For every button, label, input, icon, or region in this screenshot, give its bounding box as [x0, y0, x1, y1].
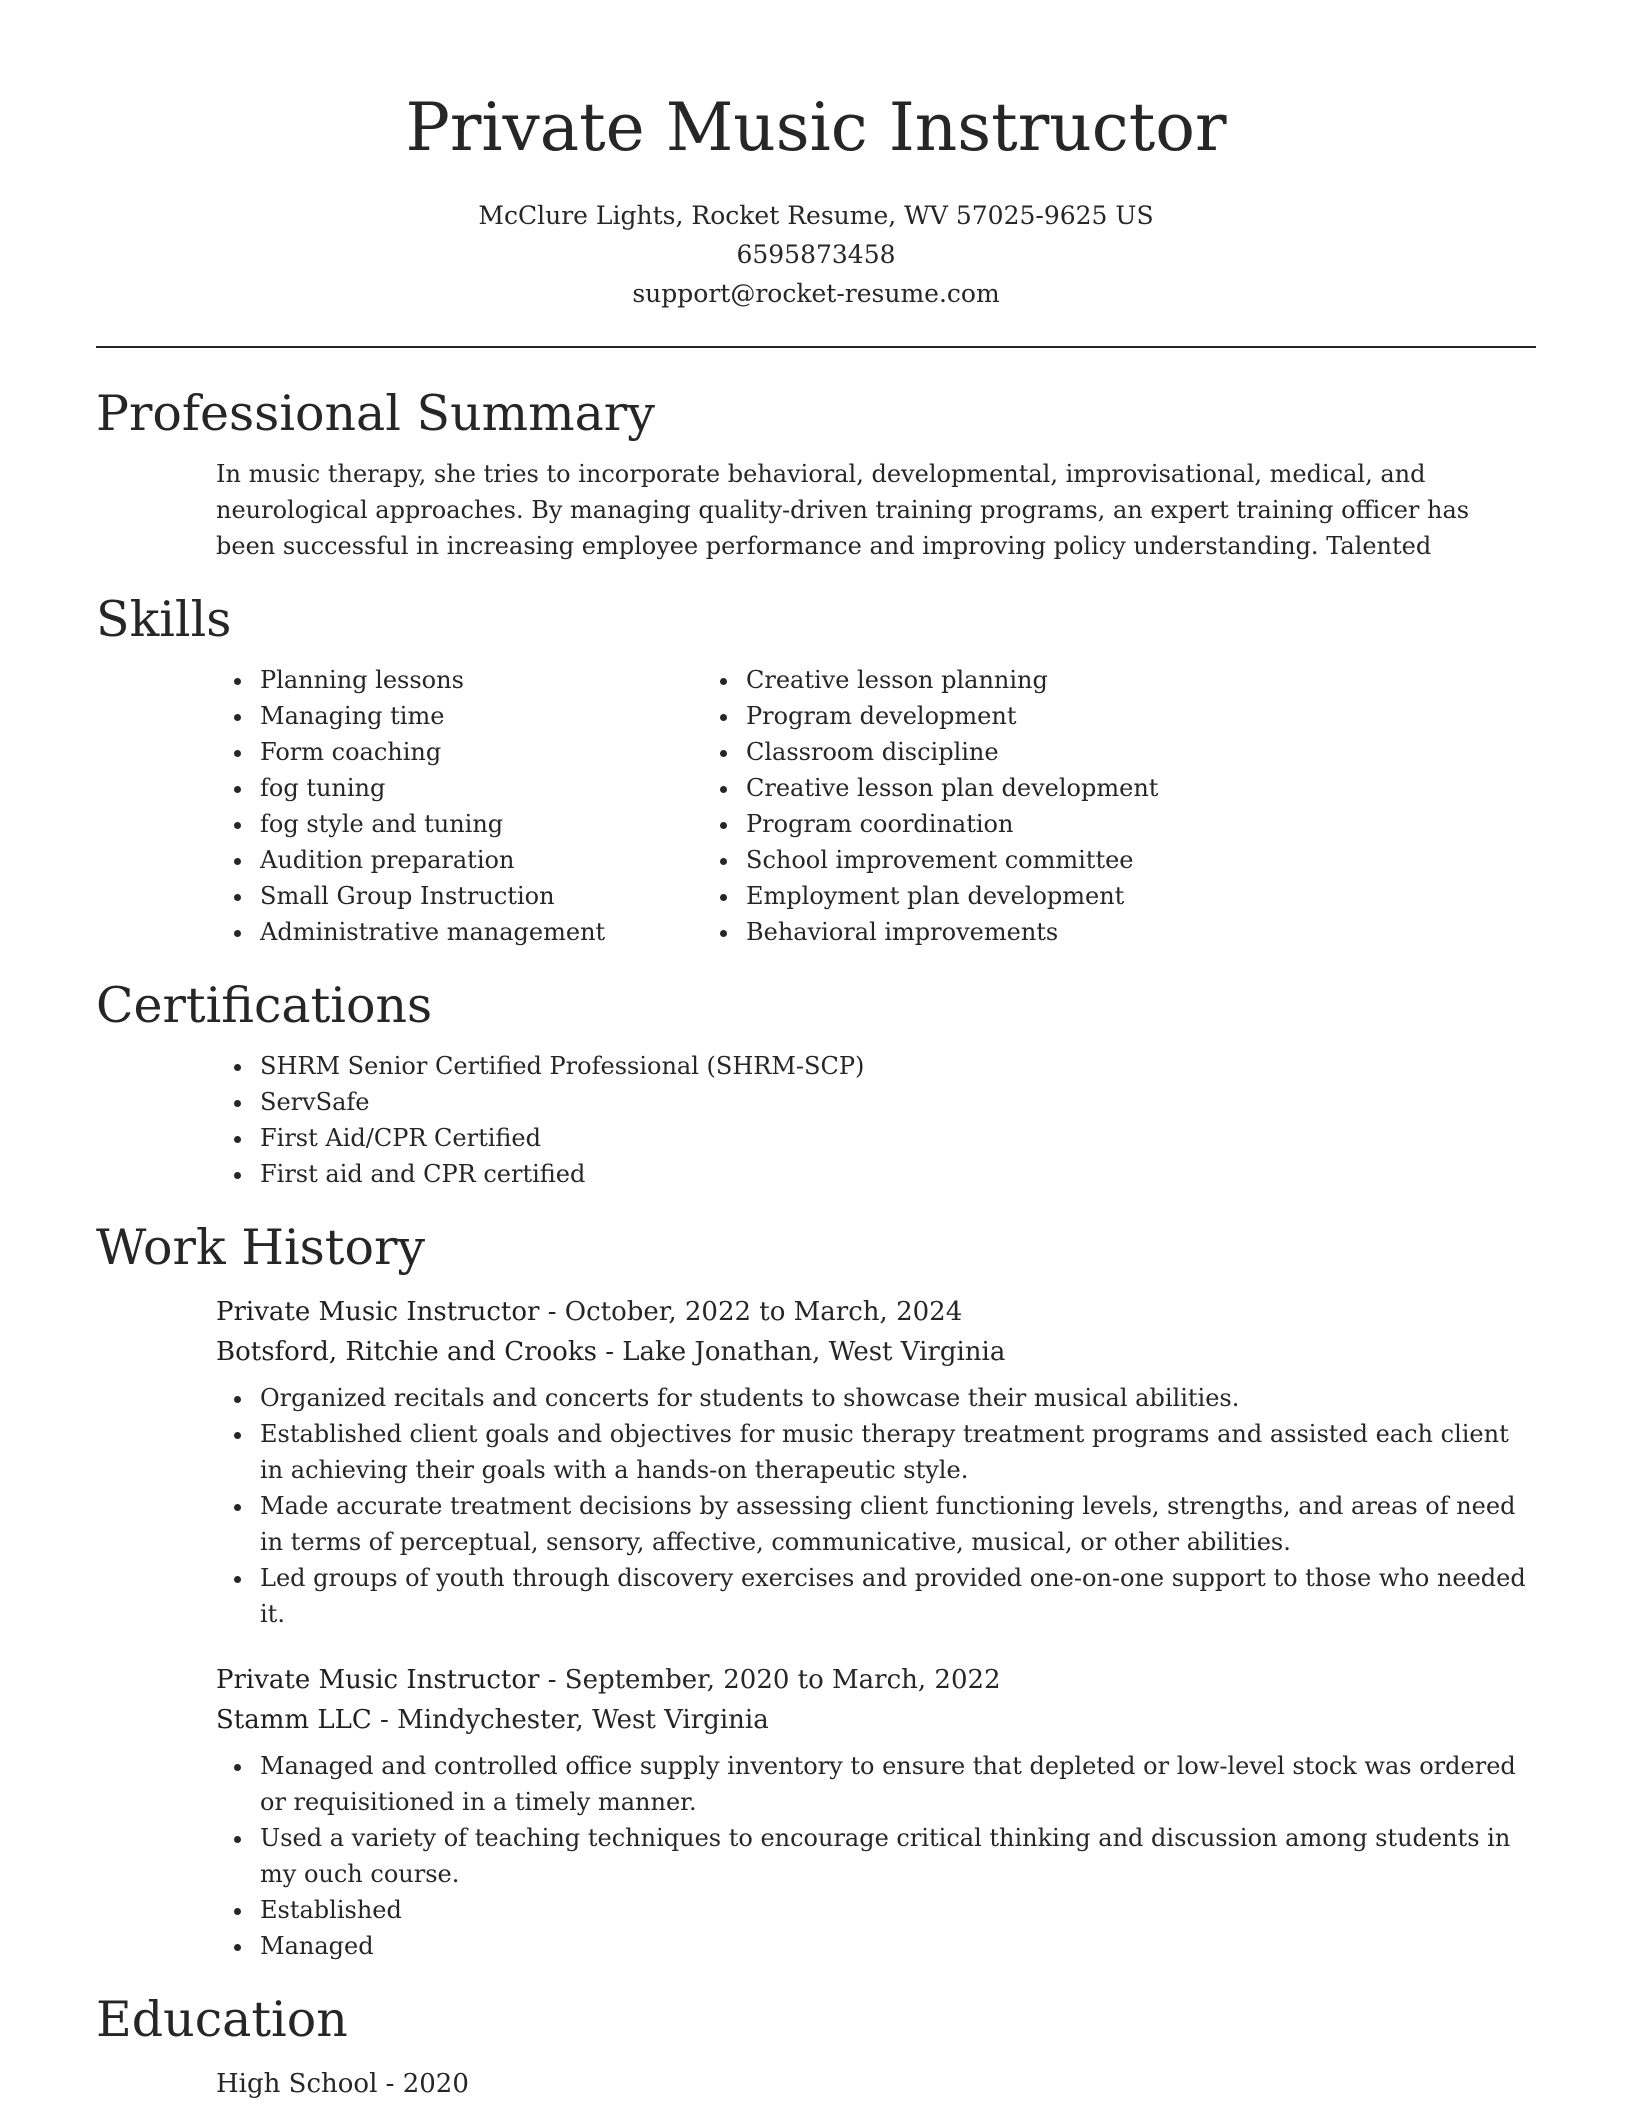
list-item: Planning lessons	[260, 662, 746, 698]
list-item: Managed	[260, 1928, 1536, 1964]
list-item: fog tuning	[260, 770, 746, 806]
list-item: First aid and CPR certified	[260, 1156, 1536, 1192]
certifications-section	[96, 976, 1536, 1192]
job-dates: - September, 2020 to March, 2022	[539, 1665, 1001, 1695]
job-dates: - October, 2022 to March, 2024	[539, 1297, 963, 1327]
list-item: Led groups of youth through discovery exercises and provided one-on-one support to those who needed it.	[260, 1560, 1536, 1632]
list-item: Used a variety of teaching techniques to encourage critical thinking and discussion among students in my ouch course.	[260, 1820, 1536, 1892]
list-item: First Aid/CPR Certified	[260, 1120, 1536, 1156]
list-item: Form coaching	[260, 734, 746, 770]
list-item: Classroom discipline	[746, 734, 1536, 770]
job-bullets	[96, 1380, 1536, 1632]
list-item: Behavioral improvements	[746, 914, 1536, 950]
list-item: Audition preparation	[260, 842, 746, 878]
address: McClure Lights, Rocket Resume, WV 57025-9625 US	[478, 201, 1154, 230]
email: support@rocket-resume.com	[632, 279, 1000, 308]
certifications-list	[96, 1048, 1536, 1192]
skills-section	[96, 590, 1536, 950]
summary-text: In music therapy, she tries to incorporate behavioral, developmental, improvisational, medical, and neurological approaches. By managing quality-driven training programs, an expert training officer has been successful in increasing employee performance and improving policy understanding. Talented	[216, 460, 1470, 560]
work-history-section	[96, 1218, 1536, 1964]
list-item: ServSafe	[260, 1084, 1536, 1120]
list-item: Creative lesson plan development	[746, 770, 1536, 806]
section-title-work-history: Work History	[96, 1219, 426, 1276]
contact-info	[96, 196, 1536, 313]
list-item: Administrative management	[260, 914, 746, 950]
list-item: Established	[260, 1892, 1536, 1928]
summary-section	[96, 384, 1536, 564]
job-role-line	[96, 1660, 1536, 1700]
phone: 6595873458	[736, 240, 896, 269]
list-item: Established client goals and objectives for music therapy treatment programs and assisted each client in achieving their goals with a hands-on therapeutic style.	[260, 1416, 1536, 1488]
section-title-summary: Professional Summary	[96, 385, 655, 442]
resume-header	[96, 0, 1536, 313]
list-item: Program coordination	[746, 806, 1536, 842]
job-company: Botsford, Ritchie and Crooks	[216, 1337, 597, 1367]
list-item: Managing time	[260, 698, 746, 734]
section-title-skills: Skills	[96, 591, 232, 648]
job-role: Private Music Instructor	[216, 1297, 540, 1327]
education-section	[96, 1990, 1536, 2104]
list-item: Managed and controlled office supply inventory to ensure that depleted or low-level stock was ordered or requisitioned in a timely manner.	[260, 1748, 1536, 1820]
job-company: Stamm LLC	[216, 1705, 372, 1735]
job-entry	[96, 1660, 1536, 1964]
skills-grid	[96, 662, 1536, 950]
job-entry	[96, 1292, 1536, 1632]
candidate-name: Private Music Instructor	[405, 89, 1227, 166]
list-item: Small Group Instruction	[260, 878, 746, 914]
skills-column-2	[746, 662, 1536, 950]
list-item: Made accurate treatment decisions by assessing client functioning levels, strengths, and areas of need in terms of perceptual, sensory, affective, communicative, musical, or other abilities.	[260, 1488, 1536, 1560]
skills-column-1	[96, 662, 746, 950]
job-bullets	[96, 1748, 1536, 1964]
resume-page	[96, 0, 1536, 2104]
header-divider	[96, 346, 1536, 348]
job-company-line	[96, 1332, 1536, 1372]
list-item: SHRM Senior Certified Professional (SHRM-SCP)	[260, 1048, 1536, 1084]
job-role-line	[96, 1292, 1536, 1332]
list-item: Program development	[746, 698, 1536, 734]
list-item: Employment plan development	[746, 878, 1536, 914]
job-location: - Mindychester, West Virginia	[371, 1705, 769, 1735]
section-title-education: Education	[96, 1991, 348, 2048]
list-item: Creative lesson planning	[746, 662, 1536, 698]
job-location: - Lake Jonathan, West Virginia	[596, 1337, 1006, 1367]
section-title-certifications: Certifications	[96, 977, 433, 1034]
list-item: School improvement committee	[746, 842, 1536, 878]
job-company-line	[96, 1700, 1536, 1740]
education-entry: High School - 2020	[216, 2069, 469, 2099]
list-item: Organized recitals and concerts for students to showcase their musical abilities.	[260, 1380, 1536, 1416]
list-item: fog style and tuning	[260, 806, 746, 842]
job-role: Private Music Instructor	[216, 1665, 540, 1695]
